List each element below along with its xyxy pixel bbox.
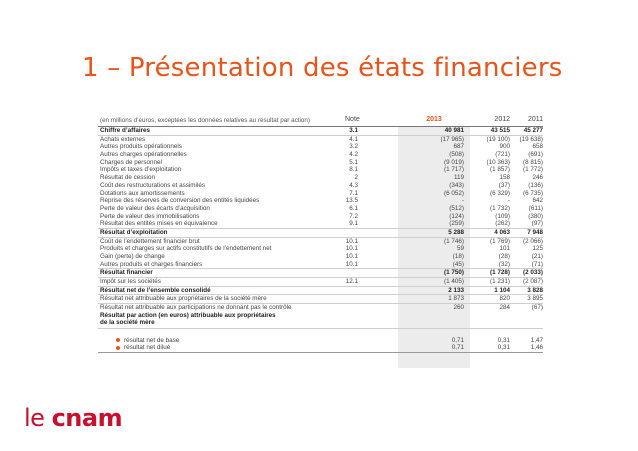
table-header: [98, 115, 543, 126]
logo-text-le: le: [24, 404, 52, 432]
value-2011: 246: [532, 174, 543, 182]
value-2012: (1 857): [490, 166, 510, 174]
eps-row-label: [100, 344, 170, 352]
eps-row: [98, 344, 543, 352]
row-label: Perte de valeur des immobilisations: [100, 212, 200, 220]
row-note: 3.1: [349, 127, 358, 134]
row-label: Résultat des entités mises en équivalence: [100, 220, 218, 228]
value-2013: 119: [453, 174, 464, 182]
value-2011: (2 087): [523, 278, 543, 286]
row-note: 6.1: [349, 204, 358, 212]
row-note: 4.2: [349, 151, 358, 159]
row-label: Résultat financier: [100, 269, 153, 277]
value-2013: (9 019): [444, 158, 464, 166]
header-units-label: (en millions d’euros, exceptées les données relatives au résultat par action): [100, 117, 311, 124]
value-2012: (109): [495, 212, 510, 220]
row-note: 2: [354, 174, 358, 182]
table-row: [98, 253, 543, 261]
row-label: Perte de valeur des écarts d’acquisition: [100, 204, 210, 212]
value-2013: (1 405): [444, 278, 464, 286]
value-2012: (1 231): [490, 278, 510, 286]
value-2011: 658: [532, 143, 543, 151]
logo-text-cnam: cnam: [51, 404, 123, 432]
table-row: [98, 229, 543, 238]
income-statement-table: [98, 115, 543, 353]
row-note: 10.1: [345, 237, 358, 245]
table-row: [98, 127, 543, 136]
value-2013: 1 873: [448, 295, 464, 303]
eps-row: [98, 337, 543, 345]
bullet-icon: [116, 338, 120, 342]
row-note: 10.1: [345, 253, 358, 260]
value-2011: 125: [532, 245, 543, 253]
value-2012: 4 063: [494, 228, 510, 236]
value-2012: 0,31: [497, 344, 510, 352]
value-2012: (37): [498, 181, 510, 189]
cnam-logo: [24, 404, 122, 432]
value-2011: (2 033): [523, 269, 543, 277]
value-2013: (17 965): [440, 135, 464, 143]
value-2013: (45): [452, 260, 464, 268]
value-2011: (21): [531, 253, 543, 260]
eps-row-label: [100, 337, 179, 345]
value-2013: -: [461, 197, 464, 205]
value-2013: 0,71: [451, 344, 464, 352]
value-2012: (1 728): [490, 269, 510, 277]
value-2013: 59: [456, 245, 464, 253]
table-row: [98, 220, 543, 229]
row-label: Autres charges opérationnelles: [100, 151, 187, 159]
value-2012: (262): [495, 220, 510, 228]
value-2013: (512): [449, 204, 464, 212]
row-label: Coût des restructurations et assimilés: [100, 181, 205, 189]
eps-title: [98, 312, 543, 329]
row-label: Impôts et taxes d’exploitation: [100, 166, 182, 174]
table-row: [98, 238, 543, 246]
value-2013: 2 133: [448, 286, 464, 294]
table-row: [98, 278, 543, 287]
value-2012: 43 515: [490, 127, 510, 134]
table-row: [98, 174, 543, 182]
row-note: 8.1: [349, 166, 358, 174]
row-note: 12.1: [345, 278, 358, 286]
row-label: Coût de l’endettement financier brut: [100, 237, 200, 245]
row-label: Produits et charges sur actifs constitutifs de l’endettement net: [100, 245, 272, 253]
row-note: 5.1: [349, 158, 358, 166]
value-2011: 7 948: [527, 228, 543, 236]
value-2011: 1,47: [530, 336, 543, 344]
table-row: [98, 205, 543, 213]
row-note: 7.2: [349, 212, 358, 220]
value-2011: (19 638): [519, 135, 543, 143]
header-2011: 2011: [527, 116, 543, 123]
row-label: Résultat net de l’ensemble consolidé: [100, 286, 211, 294]
eps-row-text: résultat net dilué: [124, 344, 171, 352]
row-label: Résultat net attribuable aux participations ne donnant pas le contrôle: [100, 304, 292, 312]
row-label: Résultat net attribuable aux propriétaires de la société mère: [100, 295, 267, 303]
row-label: Chiffre d’affaires: [100, 127, 151, 134]
value-2012: 900: [499, 143, 510, 151]
value-2012: (10 363): [486, 158, 510, 166]
value-2011: (8 815): [523, 158, 543, 166]
table-row: [98, 190, 543, 198]
value-2012: 0,31: [497, 336, 510, 344]
row-note: 10.1: [345, 260, 358, 268]
table-row: [98, 159, 543, 167]
value-2011: (2 066): [523, 237, 543, 245]
value-2011: (71): [531, 260, 543, 268]
row-note: 3.2: [349, 143, 358, 151]
value-2011: (691): [528, 151, 543, 159]
value-2013: (508): [449, 151, 464, 159]
value-2013: (259): [449, 220, 464, 228]
value-2011: (97): [531, 220, 543, 228]
table-row: [98, 213, 543, 221]
value-2011: (6 735): [523, 189, 543, 197]
value-2013: 40 981: [444, 127, 464, 134]
value-2013: 687: [453, 143, 464, 151]
table-row: [98, 261, 543, 270]
header-2012: 2012: [494, 116, 510, 123]
row-label: Impôt sur les sociétés: [100, 278, 161, 286]
value-2012: (1 732): [490, 204, 510, 212]
value-2011: (136): [528, 181, 543, 189]
value-2013: 5 288: [448, 228, 464, 236]
slide-title: 1 – Présentation des états financiers: [82, 53, 563, 83]
spacer-row: [98, 329, 543, 337]
table-row: [98, 182, 543, 190]
row-note: 4.3: [349, 181, 358, 189]
row-label: Résultat d’exploitation: [100, 228, 168, 236]
table-row: [98, 245, 543, 253]
value-2011: (611): [528, 204, 543, 212]
row-label: Dotations aux amortissements: [100, 189, 185, 197]
value-2012: 1 104: [494, 286, 510, 294]
row-label: Achats externes: [100, 135, 146, 143]
row-label: Reprise des réserves de conversion des entités liquidées: [100, 197, 260, 205]
value-2013: (1 717): [444, 166, 464, 174]
value-2012: -: [507, 197, 510, 205]
value-2012: 284: [499, 304, 510, 312]
row-label: Autres produits et charges financiers: [100, 260, 203, 268]
header-2013: 2013: [426, 116, 442, 123]
value-2012: (19 100): [486, 135, 510, 143]
table-row: [98, 151, 543, 159]
row-label: Résultat de cession: [100, 174, 155, 182]
value-2012: (721): [495, 151, 510, 159]
table-row: [98, 295, 543, 304]
value-2012: 820: [499, 295, 510, 303]
value-2011: 1,46: [530, 344, 543, 352]
table-row: [98, 143, 543, 151]
value-2011: 642: [532, 197, 543, 205]
value-2013: (18): [452, 253, 464, 260]
value-2013: (1 746): [444, 237, 464, 245]
value-2013: 260: [453, 304, 464, 312]
row-label: Charges de personnel: [100, 158, 162, 166]
row-note: 7.1: [349, 189, 358, 197]
table-row: [98, 304, 543, 312]
value-2013: (6 052): [444, 189, 464, 197]
value-2012: (28): [498, 253, 510, 260]
value-2013: 0,71: [451, 336, 464, 344]
eps-title-line1: Résultat par action (en euros) attribuable aux propriétaires: [100, 311, 276, 319]
bullet-icon: [116, 346, 120, 350]
row-note: 9.1: [349, 220, 358, 228]
value-2011: 3 828: [527, 286, 543, 294]
value-2013: (1 750): [444, 269, 464, 277]
table-row: [98, 197, 543, 205]
table-row: [98, 136, 543, 144]
eps-row-text: résultat net de base: [124, 336, 180, 344]
value-2011: 3 895: [527, 295, 543, 303]
value-2012: 101: [499, 245, 510, 253]
value-2011: 45 277: [523, 127, 543, 134]
table-body: [98, 126, 543, 353]
table-row: [98, 269, 543, 278]
value-2011: (1 772): [523, 166, 543, 174]
value-2011: (380): [528, 212, 543, 220]
value-2011: (67): [531, 304, 543, 312]
value-2012: 158: [499, 174, 510, 182]
row-label: Gain (perte) de change: [100, 253, 165, 260]
eps-title-line2: de la société mère: [100, 319, 155, 327]
value-2013: (343): [449, 181, 464, 189]
table-row: [98, 166, 543, 174]
value-2013: (124): [449, 212, 464, 220]
header-note: Note: [345, 116, 360, 123]
row-label: Autres produits opérationnels: [100, 143, 182, 151]
value-2012: (1 769): [490, 237, 510, 245]
table-bottom-rule: [98, 352, 543, 353]
table-row: [98, 287, 543, 296]
value-2012: (6 329): [490, 189, 510, 197]
value-2012: (32): [498, 260, 510, 268]
row-note: 4.1: [349, 135, 358, 143]
row-note: 10.1: [345, 245, 358, 253]
row-note: 13.5: [345, 197, 358, 205]
